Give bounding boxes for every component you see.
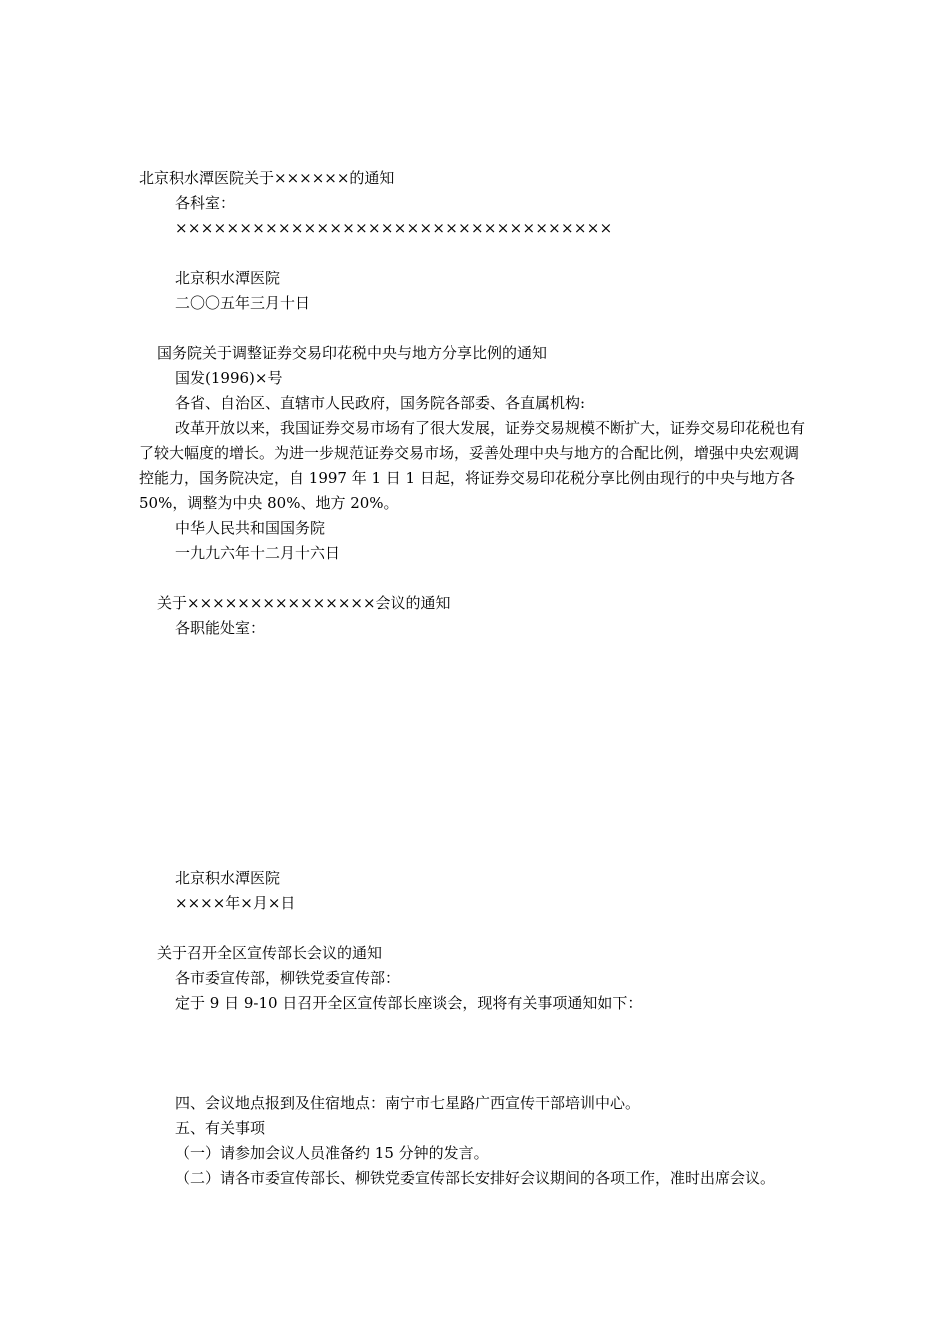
notice2-title: 国务院关于调整证券交易印花税中央与地方分享比例的通知: [157, 344, 548, 362]
notice1-recipient: 各科室：: [175, 194, 236, 212]
notice4-recipient: 各市委宣传部，柳铁党委宣传部：: [175, 969, 401, 987]
notice3-date: ××××年×月×日: [175, 894, 296, 912]
notice2-body: 改革开放以来，我国证券交易市场有了很大发展，证券交易规模不断扩大，证券交易印花税也有了较大幅度的增长。为进一步规范证券交易市场，妥善处理中央与地方的合配比例，增强中央宏观调控能力，国务院决定，自 1997 年 1 日 1 日起，将证券交易印花税分享比例由现行的中央与地方各 50%，调整为中央 80%、地方 20%。: [139, 419, 806, 512]
notice1-date: 二〇〇五年三月十日: [175, 294, 311, 312]
notice4-title: 关于召开全区宣传部长会议的通知: [157, 944, 383, 962]
notice1-title: 北京积水潭医院关于××××××的通知: [139, 169, 395, 187]
notice2-recipient: 各省、自治区、直辖市人民政府，国务院各部委、各直属机构:: [175, 394, 586, 412]
notice4-item4: 四、会议地点报到及住宿地点：南宁市七星路广西宣传干部培训中心。: [175, 1094, 641, 1112]
notice1-signature: 北京积水潭医院: [175, 269, 281, 287]
notice2-date: 一九九六年十二月十六日: [175, 544, 341, 562]
notice2-signature: 中华人民共和国国务院: [175, 519, 326, 537]
notice3-title: 关于×××××××××××××××会议的通知: [157, 594, 451, 612]
notice1-body: ××××××××××××××××××××××××××××××××××: [175, 219, 613, 237]
notice3-signature: 北京积水潭医院: [175, 869, 281, 887]
notice4-intro: 定于 9 日 9-10 日召开全区宣传部长座谈会，现将有关事项通知如下：: [175, 994, 643, 1012]
notice3-recipient: 各职能处室：: [175, 619, 266, 637]
notice4-sub2: （二）请各市委宣传部长、柳铁党委宣传部长安排好会议期间的各项工作，准时出席会议。: [175, 1169, 776, 1187]
notice2-doc-number: 国发(1996)×号: [175, 369, 283, 387]
notice4-item5: 五、有关事项: [175, 1119, 266, 1137]
notice4-sub1: （一）请参加会议人员准备约 15 分钟的发言。: [175, 1144, 489, 1162]
